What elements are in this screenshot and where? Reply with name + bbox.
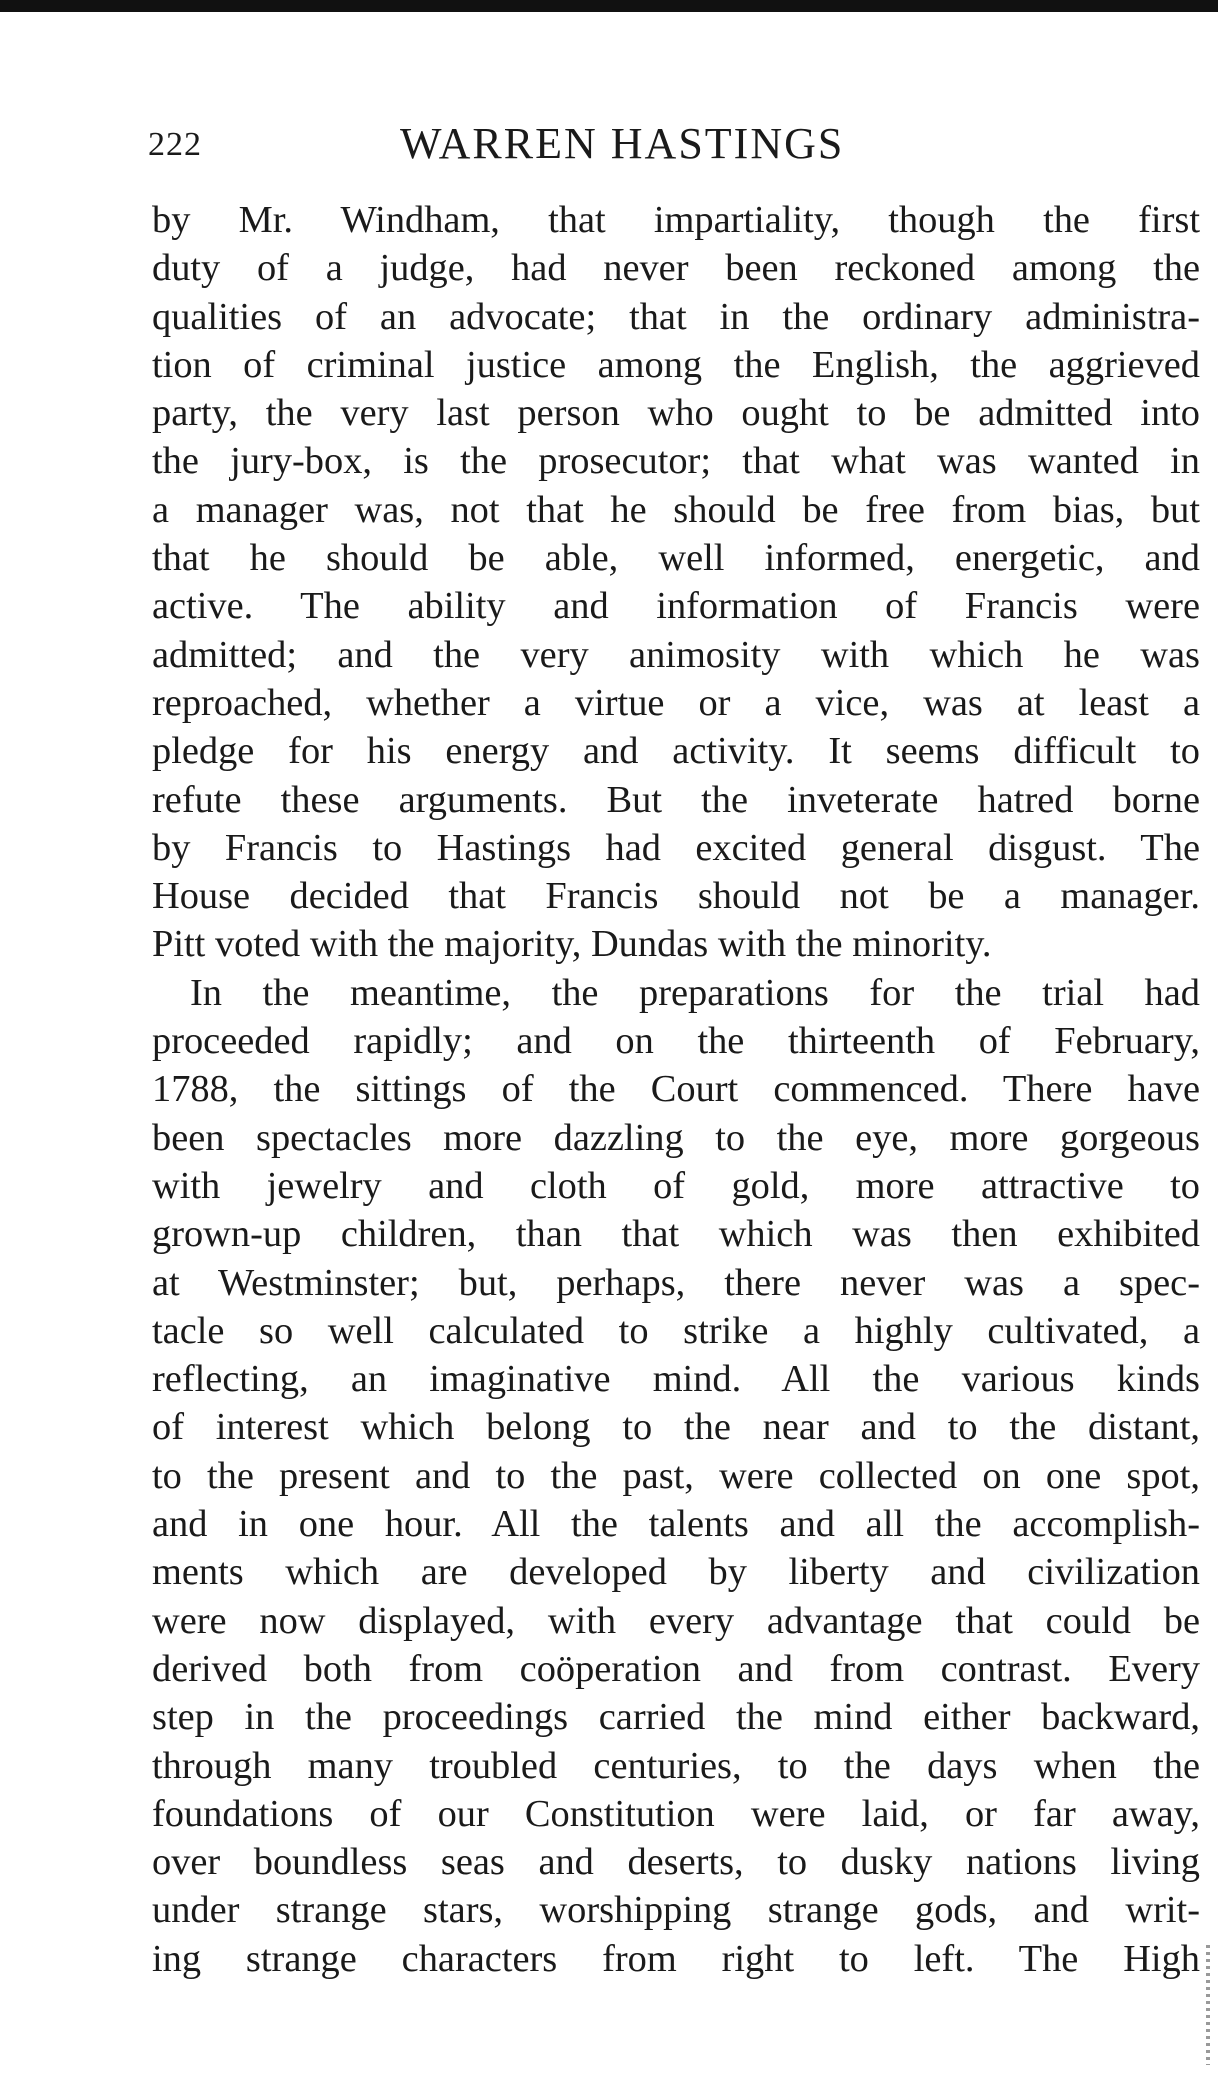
text-line: to the present and to the past, were collected on one spot, — [152, 1454, 1200, 1497]
text-line: pledge for his energy and activity. It seems difficult to — [152, 730, 1200, 773]
page-number: 222 — [148, 126, 202, 163]
text-line: active. The ability and information of Francis were — [152, 585, 1200, 628]
text-line: ments which are developed by liberty and civilization — [152, 1551, 1200, 1594]
text-line: by Mr. Windham, that impartiality, though the first — [152, 199, 1200, 241]
page-edge-mark — [1206, 1945, 1210, 2065]
text-line: step in the proceedings carried the mind either backward, — [152, 1696, 1200, 1739]
text-line: at Westminster; but, perhaps, there never was a spec- — [152, 1261, 1200, 1304]
text-line: the jury-box, is the prosecutor; that what was wanted in — [152, 440, 1200, 483]
text-line: party, the very last person who ought to be admitted into — [152, 392, 1200, 435]
body-text — [152, 196, 1200, 1983]
text-line: refute these arguments. But the inveterate hatred borne — [152, 778, 1200, 821]
text-line: been spectacles more dazzling to the eye, more gorgeous — [152, 1116, 1200, 1159]
text-line: tacle so well calculated to strike a highly cultivated, a — [152, 1309, 1200, 1352]
text-line: duty of a judge, had never been reckoned among the — [152, 247, 1200, 290]
text-line: qualities of an advocate; that in the ordinary administra- — [152, 295, 1200, 338]
text-line: through many troubled centuries, to the days when the — [152, 1744, 1200, 1787]
text-line: that he should be able, well informed, energetic, and — [152, 537, 1200, 580]
text-line: House decided that Francis should not be a manager. — [152, 875, 1200, 918]
text-line: of interest which belong to the near and to the distant, — [152, 1406, 1200, 1449]
page-header — [148, 118, 1208, 178]
text-line: reflecting, an imaginative mind. All the various kinds — [152, 1358, 1200, 1401]
text-line: were now displayed, with every advantage that could be — [152, 1599, 1200, 1642]
text-line: proceeded rapidly; and on the thirteenth of February, — [152, 1020, 1200, 1063]
text-line: under strange stars, worshipping strange gods, and writ- — [152, 1889, 1200, 1932]
text-line: reproached, whether a virtue or a vice, was at least a — [152, 681, 1200, 724]
text-line: with jewelry and cloth of gold, more attractive to — [152, 1164, 1200, 1207]
running-title: WARREN HASTINGS — [400, 119, 845, 168]
paragraph-end-line: Pitt voted with the majority, Dundas with the minority. — [152, 923, 992, 966]
text-line: and in one hour. All the talents and all the accomplish- — [152, 1503, 1200, 1546]
text-line: a manager was, not that he should be free from bias, but — [152, 488, 1200, 531]
text-line: foundations of our Constitution were laid, or far away, — [152, 1792, 1200, 1835]
text-line: admitted; and the very animosity with which he was — [152, 633, 1200, 676]
text-line: over boundless seas and deserts, to dusky nations living — [152, 1841, 1200, 1884]
text-line: derived both from coöperation and from contrast. Every — [152, 1647, 1200, 1690]
text-line: tion of criminal justice among the English, the aggrieved — [152, 343, 1200, 386]
paragraph-start-line: In the meantime, the preparations for the trial had — [190, 971, 1200, 1014]
top-border-rule — [0, 0, 1218, 12]
text-line: by Francis to Hastings had excited general disgust. The — [152, 826, 1200, 869]
text-line: ing strange characters from right to left. The High — [152, 1937, 1200, 1980]
text-line: grown-up children, than that which was then exhibited — [152, 1213, 1200, 1256]
text-line: 1788, the sittings of the Court commenced. There have — [152, 1068, 1200, 1111]
